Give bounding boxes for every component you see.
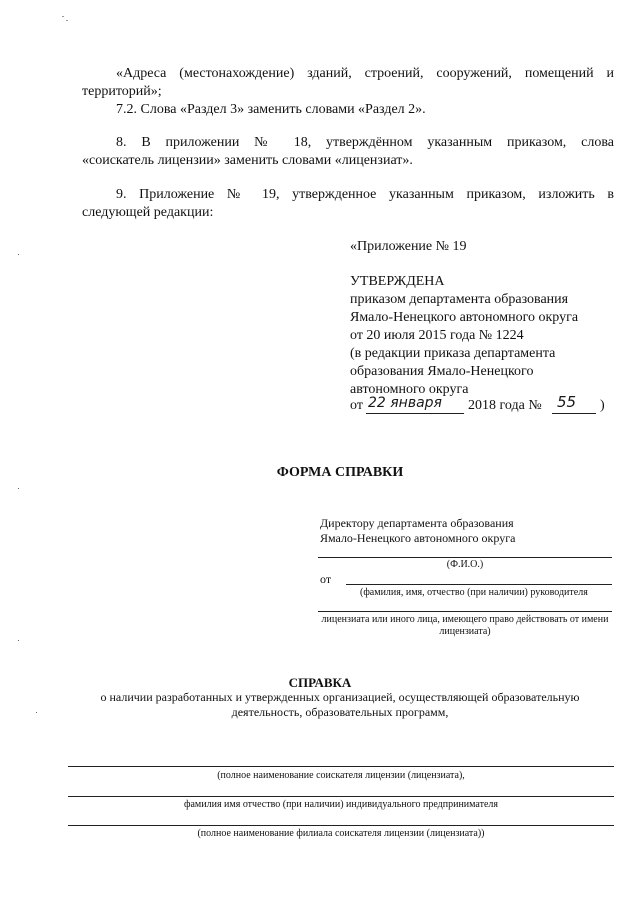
appendix-label: «Приложение № 19 xyxy=(350,239,467,254)
scan-speck xyxy=(66,20,68,21)
scan-dot xyxy=(18,254,19,255)
certificate-title: СПРАВКА xyxy=(288,675,352,690)
entrepreneur-caption: фамилия имя отчество (при наличии) индивидуального предпринимателя xyxy=(184,799,498,810)
approved-label: УТВЕРЖДЕНА xyxy=(350,274,445,289)
date-underline xyxy=(366,413,464,414)
approval-line-3: от 20 июля 2015 года № 1224 xyxy=(350,328,524,343)
head-caption: (фамилия, имя, отчество (при наличии) руководителя xyxy=(360,587,588,598)
fio-caption: (Ф.И.О.) xyxy=(446,559,484,570)
full-name-line xyxy=(68,766,614,767)
certificate-line-2: деятельность, образовательных программ, xyxy=(231,705,449,719)
approval-line-4: (в редакции приказа департамента xyxy=(350,346,556,361)
form-title: ФОРМА СПРАВКИ xyxy=(276,465,404,480)
branch-caption: (полное наименование филиала соискателя лицензии (лицензиата)) xyxy=(197,828,485,839)
paragraph-7-1-line-2: территорий»; xyxy=(82,84,162,99)
paragraph-8-line-2: «соискатель лицензии» заменить словами «лицензиат». xyxy=(82,153,413,168)
handwritten-number: 55 xyxy=(557,393,577,411)
handwritten-date: 22 января xyxy=(368,395,442,411)
licensee-line xyxy=(318,611,612,612)
paragraph-9-line-2: следующей редакции: xyxy=(82,205,214,220)
entrepreneur-line xyxy=(68,796,614,797)
branch-line xyxy=(68,825,614,826)
fio-line xyxy=(318,557,612,558)
approval-from-prefix: от xyxy=(350,398,363,413)
number-underline xyxy=(552,413,596,414)
licensee-caption: лицензиата или иного лица, имеющего право действовать от имени лицензиата) xyxy=(321,614,609,637)
paragraph-9-line-1: 9. Приложение № 19, утвержденное указанным приказом, изложить в xyxy=(116,187,614,202)
approval-line-5: образования Ямало-Ненецкого xyxy=(350,364,534,379)
scan-dot xyxy=(36,712,37,713)
approval-line-2: Ямало-Ненецкого автономного округа xyxy=(350,310,579,325)
certificate-line-1: о наличии разработанных и утвержденных организацией, осуществляющей образовательную xyxy=(100,690,580,704)
approval-line-6: автономного округа xyxy=(350,382,469,397)
paragraph-8-line-1: 8. В приложении № 18, утверждённом указанным приказом, слова xyxy=(116,135,614,150)
full-name-caption: (полное наименование соискателя лицензии (лицензиата), xyxy=(217,770,465,781)
scan-speck xyxy=(62,16,64,17)
head-name-line xyxy=(346,584,612,585)
approval-year-text: 2018 года № xyxy=(468,398,542,413)
paragraph-7-2: 7.2. Слова «Раздел 3» заменить словами «Раздел 2». xyxy=(116,102,426,117)
scan-dot xyxy=(18,488,19,489)
addressee-line-1: Директору департамента образования xyxy=(320,516,514,530)
paragraph-7-1-line-1: «Адреса (местонахождение) зданий, строений, сооружений, помещений и xyxy=(116,66,614,81)
approval-line-1: приказом департамента образования xyxy=(350,292,569,307)
from-label: от xyxy=(320,572,332,586)
approval-close-paren: ) xyxy=(600,398,605,413)
addressee-line-2: Ямало-Ненецкого автономного округа xyxy=(320,531,516,545)
scan-dot xyxy=(18,640,19,641)
